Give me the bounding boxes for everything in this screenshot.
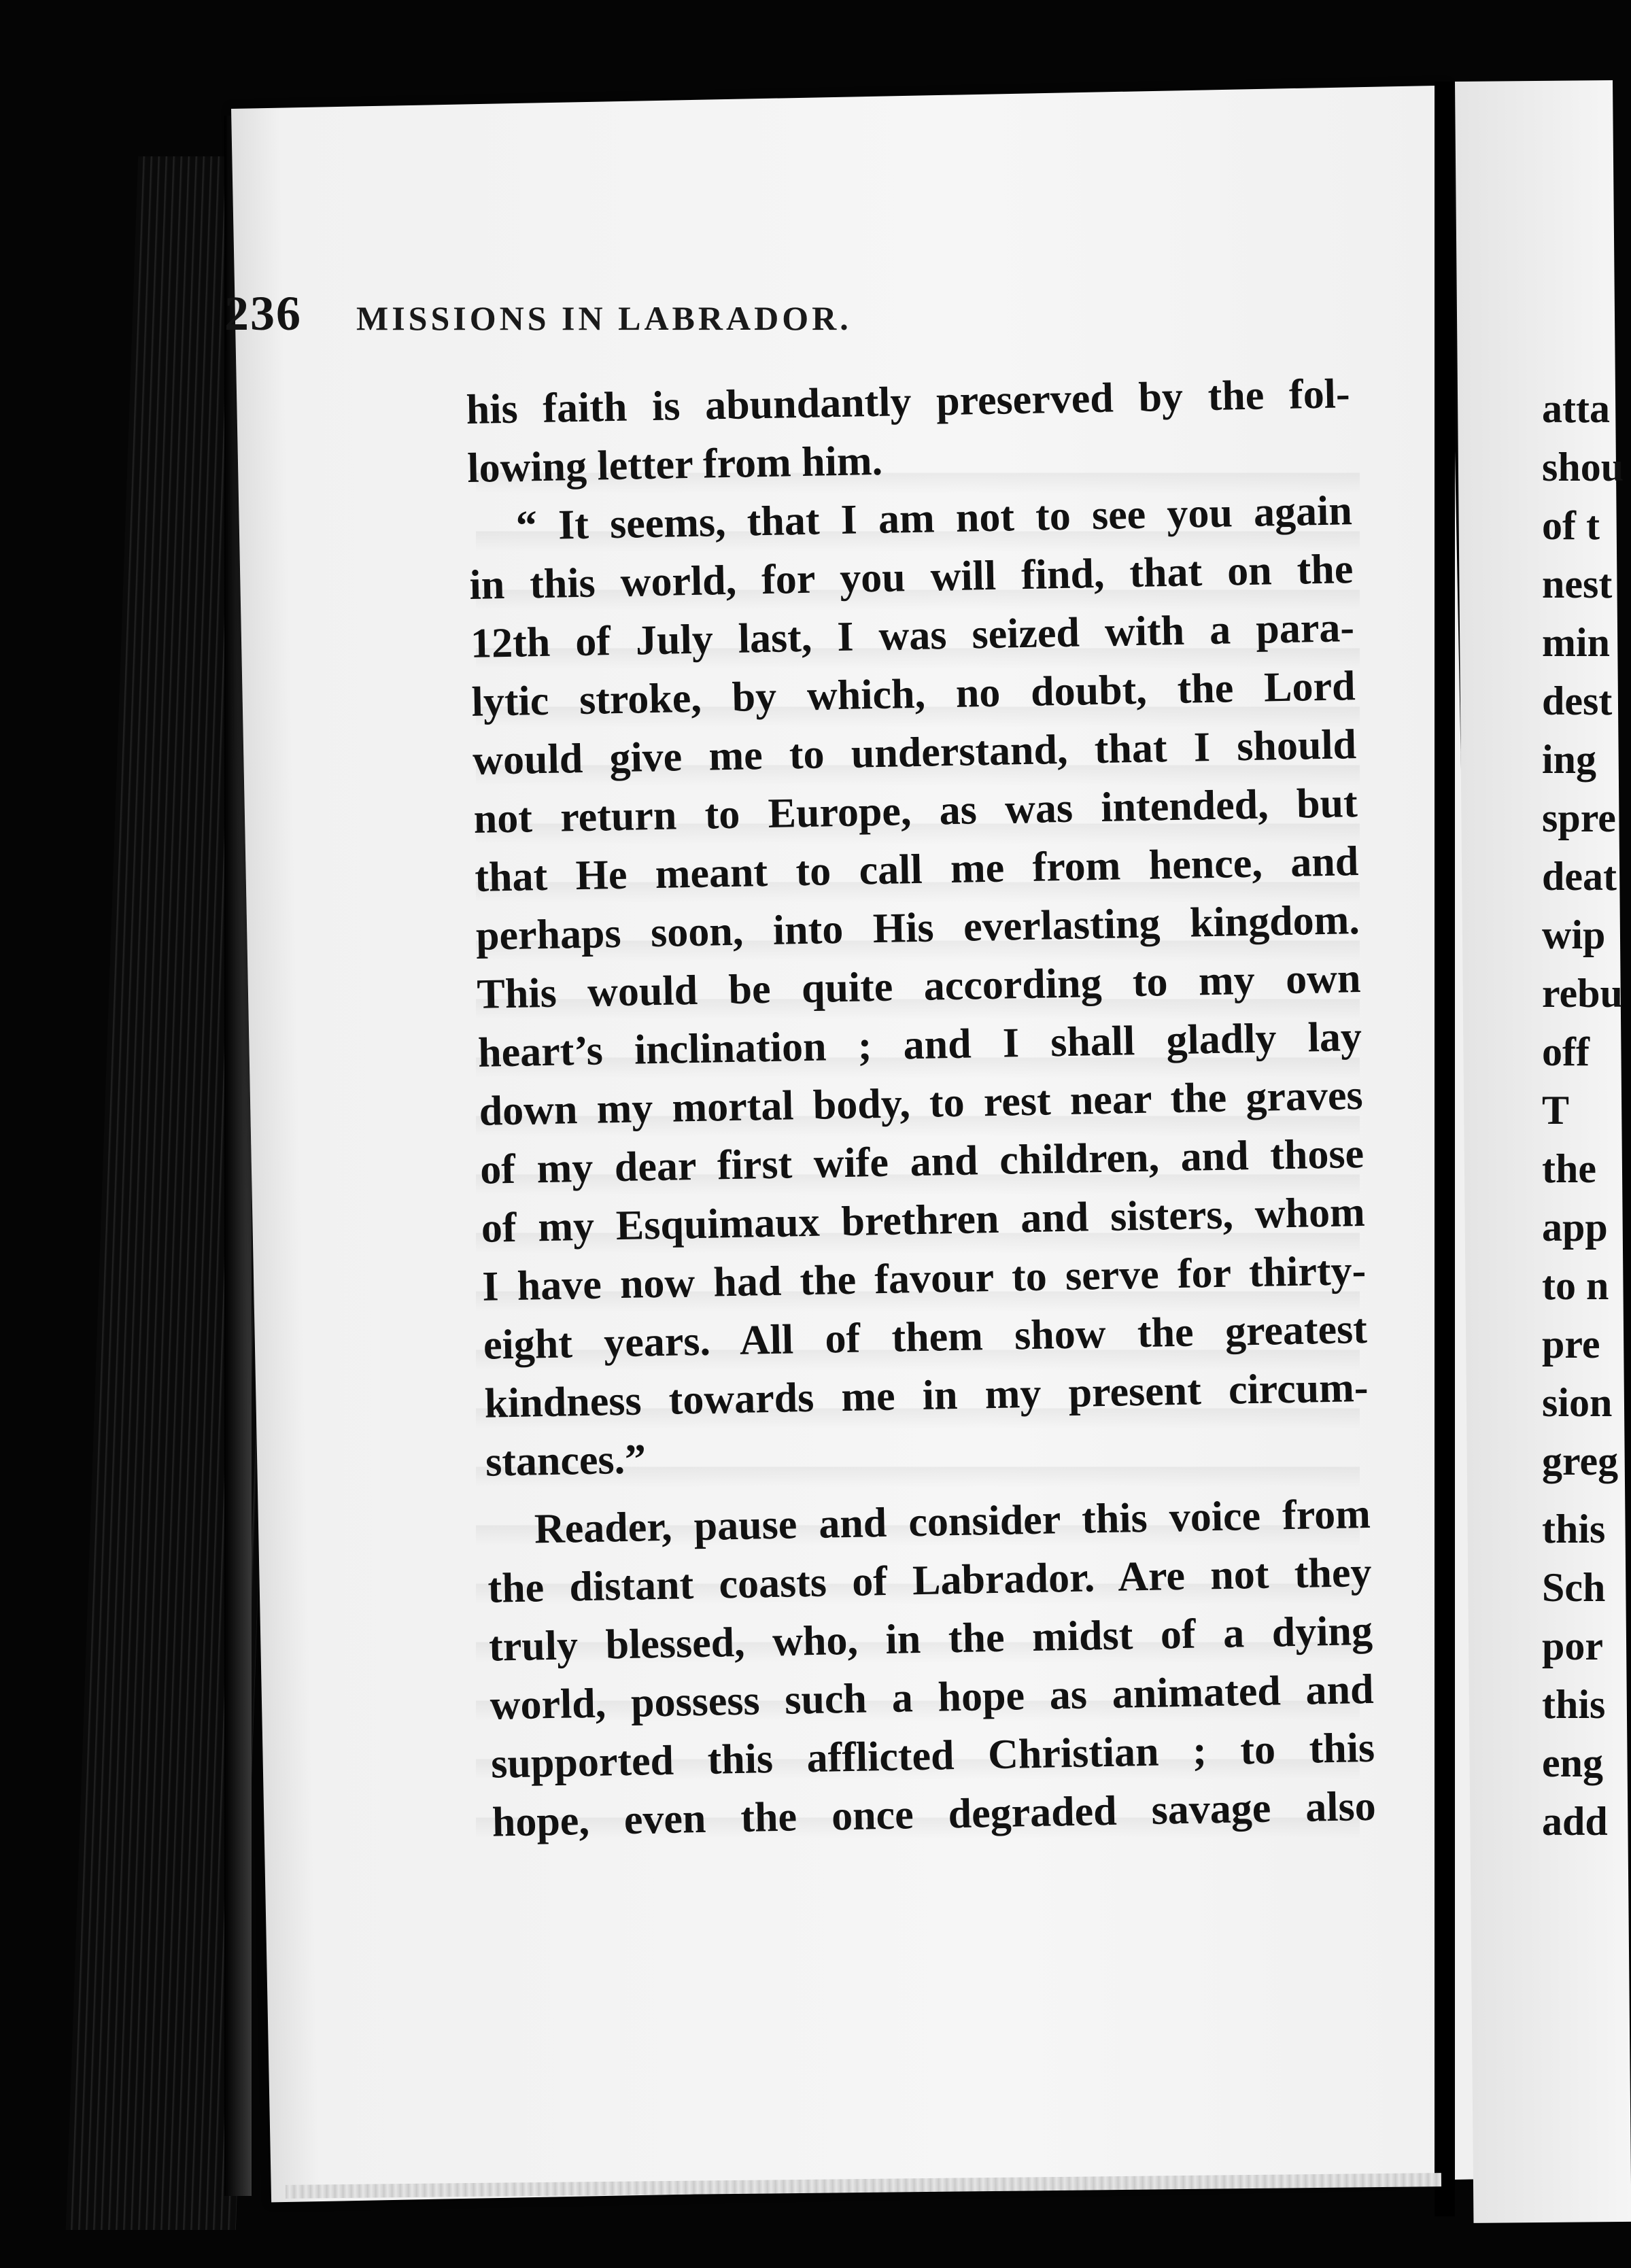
text-line: I have now had the favour to serve for thirty-: [481, 1247, 1367, 1310]
right-page-fragment: rebu: [1542, 971, 1623, 1016]
right-page-fragment: off: [1542, 1029, 1590, 1074]
text-line: lytic stroke, by which, no doubt, the Lord: [471, 663, 1356, 725]
right-page-fragment: min: [1542, 620, 1611, 665]
text-line: 12th of July last, I was seized with a para-: [470, 604, 1355, 667]
right-page-fragment: shou: [1542, 445, 1624, 489]
text-line: the distant coasts of Labrador. Are not they: [487, 1549, 1372, 1612]
right-page-fragment: deat: [1542, 854, 1617, 899]
right-page-text: [1542, 379, 1624, 1851]
right-page-fragment: app: [1542, 1205, 1608, 1250]
text-line: This would be quite according to my own: [476, 955, 1361, 1018]
right-page-fragment: nest: [1542, 562, 1613, 606]
text-line: Reader, pause and consider this voice from: [534, 1490, 1371, 1553]
right-page-fragment: this: [1542, 1682, 1606, 1727]
text-line: lowing letter from him.: [466, 437, 883, 492]
body-text: [466, 364, 1376, 1851]
text-line: hope, even the once degraded savage also: [492, 1783, 1377, 1846]
text-line: perhaps soon, into His everlasting kingdom.: [475, 897, 1360, 959]
text-line: “ It seems, that I am not to see you again: [515, 487, 1353, 549]
right-page-fragment: greg: [1542, 1439, 1619, 1483]
right-page-fragment: ing: [1542, 737, 1597, 782]
page-number: 236: [224, 286, 302, 341]
text-line: kindness towards me in my present circum-: [483, 1364, 1369, 1427]
book-spine: [1435, 82, 1455, 2216]
right-page-fragment: T: [1542, 1088, 1570, 1133]
text-line: down my mortal body, to rest near the graves: [479, 1072, 1364, 1135]
right-page-fragment: add: [1542, 1799, 1608, 1844]
right-page-fragment: wip: [1542, 912, 1606, 957]
text-line: of my dear first wife and children, and those: [479, 1130, 1364, 1193]
text-line: would give me to understand, that I should: [472, 721, 1357, 784]
right-page-fragment: dest: [1542, 678, 1613, 723]
right-page-fragment: Sch: [1542, 1565, 1606, 1610]
right-page-fragment: eng: [1542, 1740, 1603, 1785]
text-line: heart’s inclination ; and I shall gladly lay: [477, 1014, 1362, 1076]
right-page-fragment: spre: [1542, 795, 1616, 840]
text-line: in this world, for you will find, that on the: [468, 546, 1354, 608]
right-page-fragment: the: [1542, 1146, 1596, 1191]
text-line: not return to Europe, as was intended, but: [473, 780, 1358, 842]
running-head: [224, 286, 1217, 360]
right-page-fragment: this: [1542, 1507, 1606, 1551]
right-page-fragment: of t: [1542, 503, 1600, 548]
right-page-fragment: atta: [1542, 386, 1610, 431]
text-line: his faith is abundantly preserved by the fol-: [466, 371, 1351, 433]
text-line: stances.”: [485, 1436, 647, 1485]
text-line: supported this afflicted Christian ; to this: [490, 1724, 1375, 1787]
right-page-fragment: sion: [1542, 1380, 1613, 1425]
right-page-fragment: pre: [1542, 1322, 1600, 1367]
right-page-fragment: por: [1542, 1623, 1603, 1668]
text-line: world, possess such a hope as animated and: [490, 1666, 1375, 1729]
running-title: MISSIONS IN LABRADOR.: [356, 299, 852, 337]
text-line: that He meant to call me from hence, and: [474, 838, 1359, 901]
text-line: of my Esquimaux brethren and sisters, whom: [481, 1188, 1366, 1252]
right-page-fragment: to n: [1542, 1263, 1609, 1308]
text-line: eight years. All of them show the greatest: [483, 1305, 1368, 1369]
text-line: truly blessed, who, in the midst of a dying: [488, 1607, 1373, 1670]
